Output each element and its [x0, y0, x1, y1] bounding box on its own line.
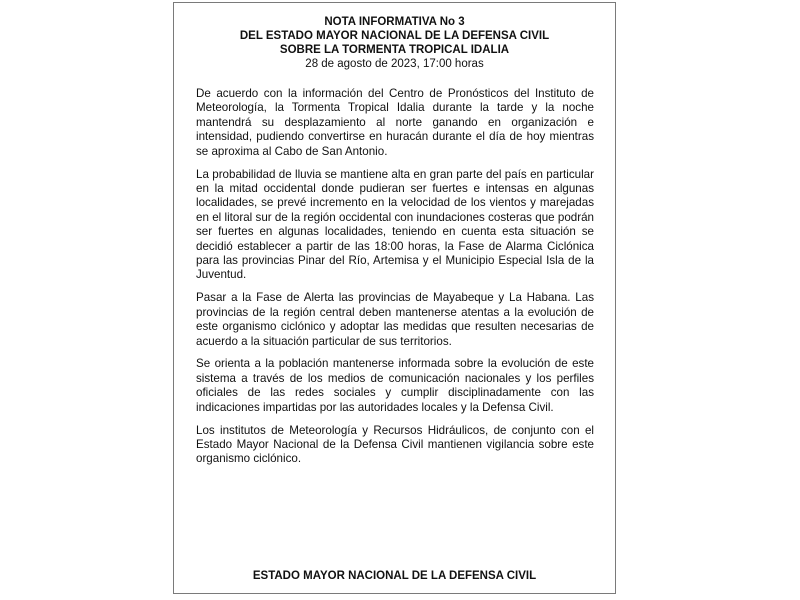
document-title-line-1: NOTA INFORMATIVA No 3: [324, 16, 465, 28]
document-header: [174, 15, 615, 71]
paragraph: La probabilidad de lluvia se mantiene alta en gran parte del país en particular en la mitad occidental donde pudieran ser fuertes e intensas en algunas localidades, se prevé incremento en la velocidad de los vientos y marejadas en el litoral sur de la región occidental con inundaciones costeras que podrán ser fuertes en algunas localidades, teniendo en cuenta esta situación se decidió establecer a partir de las 18:00 horas, la Fase de Alarma Ciclónica para las provincias Pinar del Río, Artemisa y el Municipio Especial Isla de la Juventud.: [196, 167, 594, 282]
document-page: [173, 2, 616, 594]
document-title-line-2: DEL ESTADO MAYOR NACIONAL DE LA DEFENSA CIVIL: [239, 30, 550, 42]
paragraph: Se orienta a la población mantenerse informada sobre la evolución de este sistema a través de los medios de comunicación nacionales y los perfiles oficiales de las redes sociales y cumplir disciplinadamente con las indicaciones impartidas por las autoridades locales y la Defensa Civil.: [196, 357, 594, 414]
paragraph: De acuerdo con la información del Centro de Pronósticos del Instituto de Meteorología, la Tormenta Tropical Idalia durante la tarde y la noche mantendrá su desplazamiento al norte ganando en organización e intensidad, pudiendo convertirse en huracán durante el día de hoy mientras se aproxima al Cabo de San Antonio.: [196, 87, 594, 158]
paragraph: Los institutos de Meteorología y Recursos Hidráulicos, de conjunto con el Estado Mayor Nacional de la Defensa Civil mantienen vigilancia sobre este organismo ciclónico.: [196, 423, 594, 466]
document-date: 28 de agosto de 2023, 17:00 horas: [305, 58, 484, 70]
document-body: [196, 87, 594, 475]
paragraph: Pasar a la Fase de Alerta las provincias de Mayabeque y La Habana. Las provincias de la región central deben mantenerse atentas a la evolución de este organismo ciclónico y adoptar las medidas que resulten necesarias de acuerdo a la situación particular de sus territorios.: [196, 291, 594, 348]
document-signature: ESTADO MAYOR NACIONAL DE LA DEFENSA CIVIL: [252, 570, 537, 582]
document-title-line-3: SOBRE LA TORMENTA TROPICAL IDALIA: [279, 44, 510, 56]
